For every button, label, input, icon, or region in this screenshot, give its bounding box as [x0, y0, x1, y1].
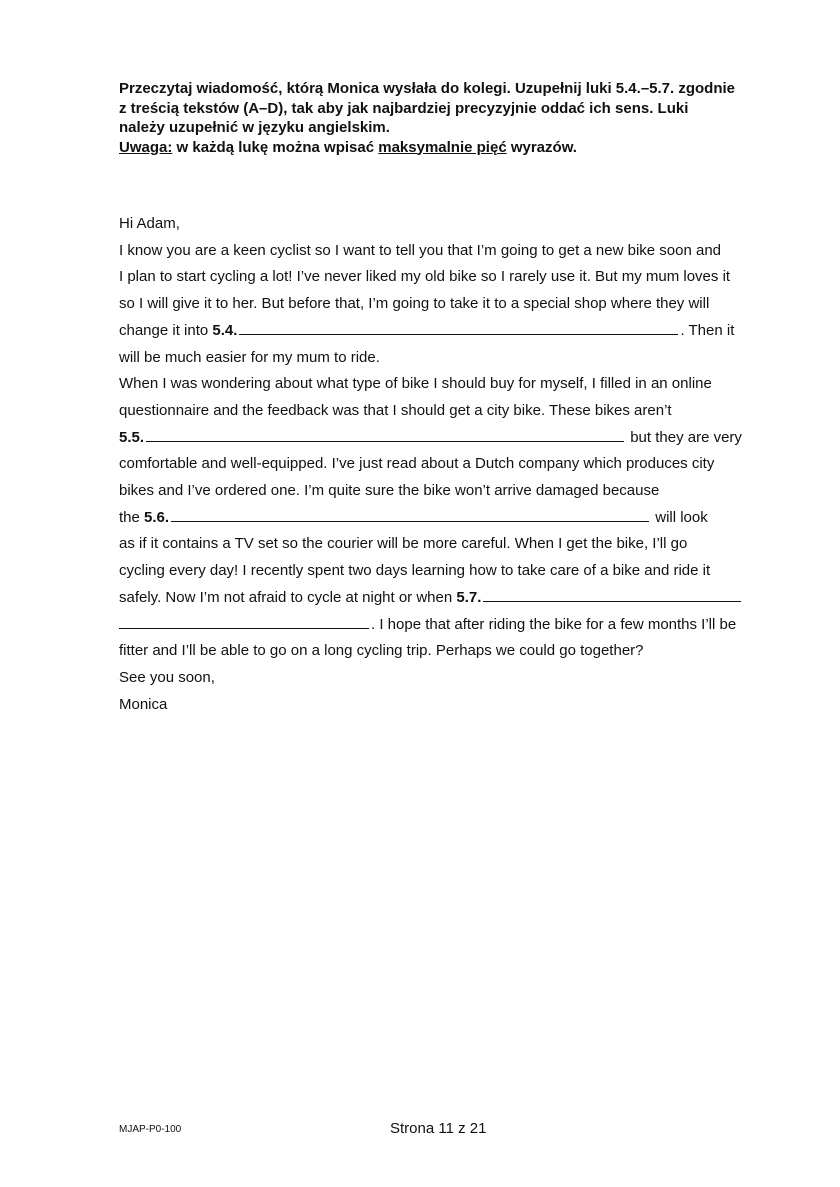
- gap-5-4-blank[interactable]: [239, 318, 678, 335]
- task-instructions: [119, 79, 769, 157]
- line-11-pre: the: [119, 508, 145, 526]
- line-15-post: . I hope that after riding the bike for a few months I’ll be: [371, 615, 737, 633]
- instruction-note: [119, 138, 769, 158]
- letter-line-13: cycling every day! I recently spent two days learning how to take care of a bike and ride it: [119, 562, 711, 580]
- letter-line-2: I plan to start cycling a lot! I’ve never liked my old bike so I rarely use it. But my mum loves it: [119, 268, 731, 286]
- letter-line-1: I know you are a keen cyclist so I want to tell you that I’m going to get a new bike soon and: [119, 241, 722, 259]
- gap-5-4-number: 5.4.: [212, 321, 238, 339]
- page-number: Strona 11 z 21: [390, 1120, 487, 1137]
- gap-5-7-blank-part-1[interactable]: [483, 585, 741, 602]
- letter-closing: See you soon,: [119, 668, 215, 686]
- letter-line-11: [119, 505, 769, 532]
- letter-line-8: [119, 425, 769, 452]
- note-label: Uwaga:: [119, 138, 173, 156]
- letter-line-16: fitter and I’ll be able to go on a long cycling trip. Perhaps we could go together?: [119, 642, 644, 660]
- letter-line-3: so I will give it to her. But before that, I’m going to take it to a special shop where they will: [119, 295, 710, 313]
- gap-5-7-number: 5.7.: [456, 588, 482, 606]
- line-14-pre: safely. Now I’m not afraid to cycle at night or when: [119, 588, 457, 606]
- line-4-post: . Then it: [680, 321, 735, 339]
- gap-5-5-blank[interactable]: [146, 425, 624, 442]
- letter-line-7: questionnaire and the feedback was that I should get a city bike. These bikes aren’t: [119, 401, 672, 419]
- gap-5-7-blank-part-2[interactable]: [119, 612, 369, 629]
- letter-signature: Monica: [119, 695, 168, 713]
- gap-5-6-blank[interactable]: [171, 505, 649, 522]
- instruction-line-3: należy uzupełnić w języku angielskim.: [119, 119, 390, 136]
- letter-line-5: will be much easier for my mum to ride.: [119, 348, 380, 366]
- letter-greeting: Hi Adam,: [119, 215, 180, 232]
- line-11-post: will look: [651, 508, 708, 526]
- note-text-2: wyrazów.: [506, 138, 577, 156]
- letter-line-10: bikes and I’ve ordered one. I’m quite sure the bike won’t arrive damaged because: [119, 482, 660, 500]
- letter-body: [119, 211, 769, 718]
- gap-5-5-number: 5.5.: [119, 428, 145, 446]
- letter-line-4: [119, 318, 769, 345]
- letter-line-9: comfortable and well-equipped. I’ve just read about a Dutch company which produces city: [119, 455, 715, 473]
- line-8-post: but they are very: [626, 428, 742, 446]
- gap-5-6-number: 5.6.: [144, 508, 170, 526]
- letter-line-6: When I was wondering about what type of bike I should buy for myself, I filled in an online: [119, 375, 712, 393]
- note-text-1: w każdą lukę można wpisać: [172, 138, 379, 156]
- note-emphasis: maksymalnie pięć: [378, 138, 507, 156]
- line-4-pre: change it into: [119, 321, 213, 339]
- letter-line-14: [119, 585, 769, 612]
- letter-line-12: as if it contains a TV set so the courier will be more careful. When I get the bike, I’ll go: [119, 535, 688, 553]
- letter-line-15: [119, 612, 769, 639]
- exam-code: MJAP-P0-100: [119, 1124, 182, 1135]
- instruction-line-1: Przeczytaj wiadomość, którą Monica wysłała do kolegi. Uzupełnij luki 5.4.–5.7. zgodnie: [119, 80, 736, 97]
- instruction-line-2: z treścią tekstów (A–D), tak aby jak najbardziej precyzyjnie oddać ich sens. Luki: [119, 99, 689, 117]
